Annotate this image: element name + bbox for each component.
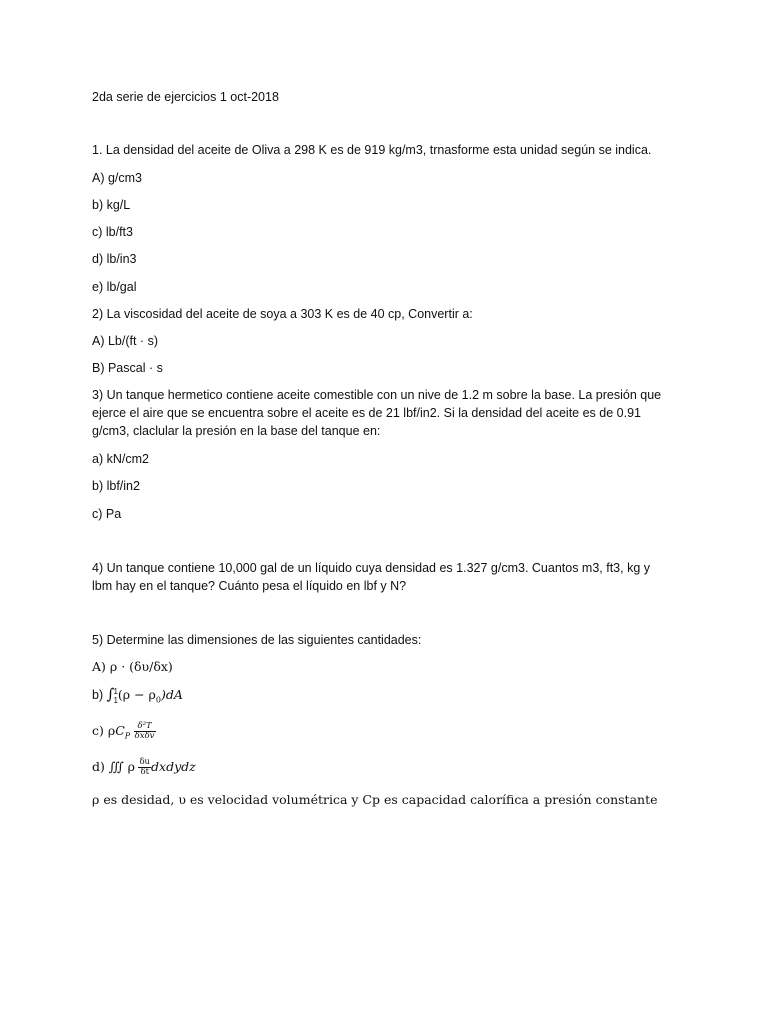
item-d-denominator: δt (140, 767, 149, 777)
document-title: 2da serie de ejercicios 1 oct-2018 (92, 90, 279, 104)
integral-icon: ∫ (106, 685, 115, 703)
question-5-text: 5) Determine las dimensiones de las siguientes cantidades: (92, 633, 422, 647)
question-2-option-b: B) Pascal · s (92, 361, 163, 375)
item-c-denominator: δxδv (134, 731, 155, 741)
question-5-item-b (92, 686, 183, 709)
item-b-subscript: 0 (155, 695, 161, 705)
item-d-label: d) ∭ ρ (92, 758, 135, 774)
question-4-text: 4) Un tanque contiene 10,000 gal de un líquido cuya densidad es 1.327 g/cm3. Cuantos m3, ft3, kg y lbm hay en el tanque? Cuánto pesa el líquido en lbf y N? (92, 561, 651, 593)
item-d-numerator: δu (139, 757, 151, 767)
question-2-option-a: A) Lb/(ft · s) (92, 334, 158, 348)
item-c-label: c) ρ (92, 722, 116, 738)
question-1-option-a: A) g/cm3 (92, 171, 143, 185)
item-a-expression: A) ρ · (δυ/δx) (92, 659, 173, 674)
question-3-text: 3) Un tanque hermetico contiene aceite comestible con un nive de 1.2 m sobre la base. La presión que ejerce el aire que se encuentra sobre el aceite es de 21 lbf/in2. Si la densidad del aceite es de 0.91 g/cm3, claclular la presión en la base del tanque en: (92, 388, 662, 438)
item-d-tail: dxdydz (151, 758, 196, 774)
question-2-text: 2) La viscosidad del aceite de soya a 303 K es de 40 cp, Convertir a: (92, 307, 473, 321)
question-5-item-d (92, 758, 196, 777)
question-5-item-a (92, 659, 173, 675)
item-b-tail: )dA (160, 687, 183, 702)
integral-lower-limit: 1 (113, 695, 118, 705)
question-1-option-e: e) lb/gal (92, 280, 137, 294)
item-c-cp-subscript: P (124, 731, 131, 741)
question-3-option-b: b) lbf/in2 (92, 479, 140, 493)
definitions-note: ρ es desidad, υ es velocidad volumétrica y Cp es capacidad calorífica a presión constante (92, 792, 658, 807)
question-3-option-c: c) Pa (92, 507, 122, 521)
question-1-option-d: d) lb/in3 (92, 252, 137, 266)
integral-upper-limit: 1 (113, 686, 118, 696)
question-1-option-b: b) kg/L (92, 198, 131, 212)
item-c-cp: C (115, 722, 125, 738)
question-3-option-a: a) kN/cm2 (92, 452, 149, 466)
item-b-expression: (ρ − ρ (117, 687, 156, 702)
question-1-text: 1. La densidad del aceite de Oliva a 298 K es de 919 kg/m3, trnasforme esta unidad según se indica. (92, 143, 652, 157)
item-c-fraction (134, 722, 156, 741)
question-5-item-c (92, 722, 156, 744)
item-b-label: b) (92, 688, 104, 702)
question-1-option-c: c) lb/ft3 (92, 225, 133, 239)
item-c-numerator: δ²T (134, 722, 156, 732)
item-d-fraction (138, 758, 151, 777)
